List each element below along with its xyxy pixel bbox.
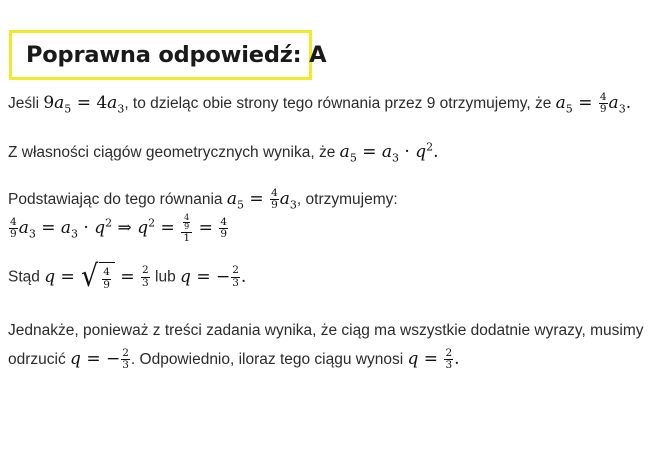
line-7 [8, 348, 460, 371]
line-4 [8, 214, 229, 244]
math-expression: q = − $\frac{2}{3}$ . [180, 264, 247, 289]
text: Z własności ciągów geometrycznych wynika, że [8, 144, 336, 161]
fraction: $\frac{2}{3}$ [142, 264, 149, 289]
math-expression: $a_5$ = $\frac{4}{9}$ $a_3$. [555, 91, 632, 116]
fraction: $\frac{2}{3}$ [232, 264, 239, 289]
fraction: $\frac{4}{9}$ [220, 216, 227, 241]
line-6 [8, 322, 643, 340]
text: , to dzieląc obie strony tego równania przez 9 otrzymujemy, że [124, 95, 552, 113]
text: odrzucić [8, 351, 66, 369]
text: Podstawiając do tego równania [8, 191, 223, 209]
fraction: $\frac{4}{9}$ [599, 91, 607, 116]
text: Stąd [8, 268, 40, 286]
answer-box [9, 30, 327, 80]
math-expression: $9a_5 = 4a_3$ [43, 93, 125, 116]
math-expression: q = − $\frac{2}{3}$ [70, 347, 129, 372]
answer-title: Poprawna odpowiedź: A [26, 42, 327, 68]
text: , otrzymujemy: [296, 191, 398, 209]
math-expression: q = √ $\frac{4}{9}$ = $\frac{2}{3}$ [44, 259, 149, 294]
fraction: $\frac{2}{3}$ [122, 347, 129, 372]
line-3 [8, 188, 398, 211]
fraction: $\frac{4}{9}$ [271, 187, 278, 212]
line-1 [8, 92, 631, 115]
math-expression: $\frac{4}{9}$ $a_3 = a_3 \cdot q^2$ ⇒ $q^2$ = $\frac{\frac{4}{9}}{1}$ = $\frac{4}{9}$ [10, 213, 227, 244]
square-root: √ $\frac{4}{9}$ [80, 262, 115, 292]
fraction: $\frac{2}{3}$ [445, 347, 453, 372]
line-2 [8, 140, 439, 165]
nested-fraction: $\frac{4}{9}$ [184, 213, 190, 232]
math-expression: q = $\frac{2}{3}$ . [407, 347, 460, 372]
text: Jeśli [8, 95, 40, 113]
text: lub [150, 268, 181, 286]
line-5 [8, 259, 247, 294]
text: Jednakże, ponieważ z treści zadania wynika, że ciąg ma wszystkie dodatnie wyrazy, musimy [8, 322, 644, 339]
fraction: $\frac{4}{9}$ [10, 216, 17, 241]
math-expression: $a_5$ = $\frac{4}{9}$ $a_3$ [226, 187, 297, 212]
math-expression: $a_5 = a_3 \cdot q^2$. [339, 140, 439, 165]
text: . Odpowiednio, iloraz tego ciągu wynosi [130, 351, 404, 369]
fraction: $\frac{\frac{4}{9}}{1}$ [181, 214, 192, 244]
